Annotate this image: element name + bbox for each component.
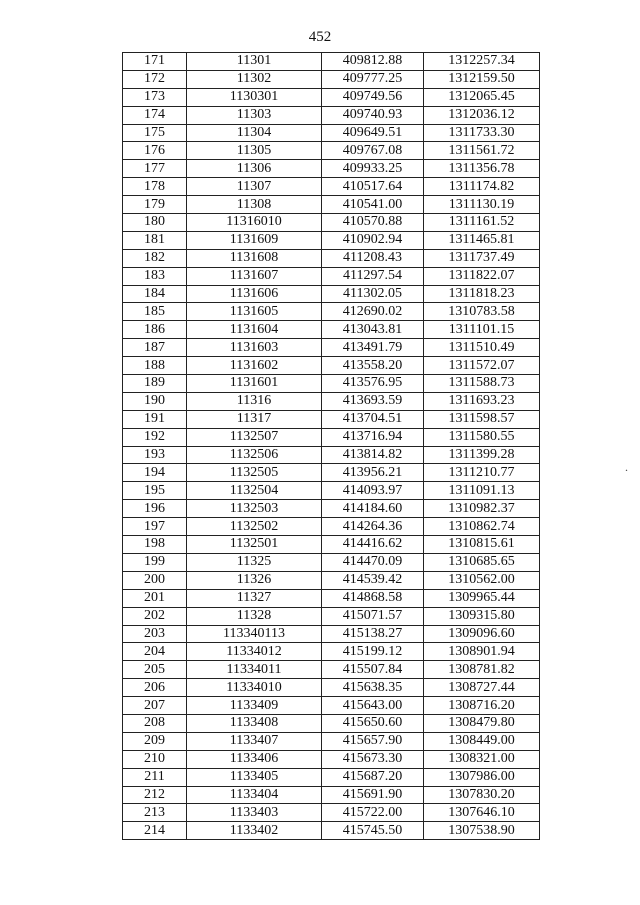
y-coordinate-cell: 1307646.10: [424, 804, 540, 822]
table-row: [123, 357, 540, 375]
y-coordinate-cell: 1308781.82: [424, 661, 540, 679]
point-id-cell: 1132503: [187, 500, 322, 518]
table-row: [123, 160, 540, 178]
y-coordinate-cell: 1311561.72: [424, 142, 540, 160]
x-coordinate-cell: 409767.08: [322, 142, 424, 160]
x-coordinate-cell: 409777.25: [322, 70, 424, 88]
point-id-cell: 11301: [187, 53, 322, 71]
y-coordinate-cell: 1308716.20: [424, 697, 540, 715]
x-coordinate-cell: 414539.42: [322, 571, 424, 589]
x-coordinate-cell: 414416.62: [322, 536, 424, 554]
point-id-cell: 1131601: [187, 375, 322, 393]
row-number-cell: 198: [123, 536, 187, 554]
point-id-cell: 11326: [187, 571, 322, 589]
x-coordinate-cell: 415687.20: [322, 768, 424, 786]
row-number-cell: 184: [123, 285, 187, 303]
row-number-cell: 210: [123, 750, 187, 768]
table-row: [123, 303, 540, 321]
row-number-cell: 193: [123, 446, 187, 464]
point-id-cell: 1133409: [187, 697, 322, 715]
coordinates-table: [122, 52, 540, 840]
row-number-cell: 214: [123, 822, 187, 840]
row-number-cell: 171: [123, 53, 187, 71]
point-id-cell: 1132501: [187, 536, 322, 554]
x-coordinate-cell: 415638.35: [322, 679, 424, 697]
point-id-cell: 11308: [187, 196, 322, 214]
table-row: [123, 106, 540, 124]
table-row: [123, 518, 540, 536]
row-number-cell: 172: [123, 70, 187, 88]
table-row: [123, 500, 540, 518]
table-row: [123, 804, 540, 822]
row-number-cell: 187: [123, 339, 187, 357]
x-coordinate-cell: 415643.00: [322, 697, 424, 715]
x-coordinate-cell: 413716.94: [322, 428, 424, 446]
point-id-cell: 1131605: [187, 303, 322, 321]
x-coordinate-cell: 409749.56: [322, 88, 424, 106]
table-row: [123, 178, 540, 196]
y-coordinate-cell: 1307830.20: [424, 786, 540, 804]
x-coordinate-cell: 415199.12: [322, 643, 424, 661]
table-row: [123, 768, 540, 786]
y-coordinate-cell: 1310982.37: [424, 500, 540, 518]
row-number-cell: 175: [123, 124, 187, 142]
point-id-cell: 11305: [187, 142, 322, 160]
point-id-cell: 1130301: [187, 88, 322, 106]
row-number-cell: 186: [123, 321, 187, 339]
y-coordinate-cell: 1311737.49: [424, 249, 540, 267]
y-coordinate-cell: 1308321.00: [424, 750, 540, 768]
y-coordinate-cell: 1311822.07: [424, 267, 540, 285]
x-coordinate-cell: 414470.09: [322, 553, 424, 571]
y-coordinate-cell: 1311598.57: [424, 410, 540, 428]
table-row: [123, 231, 540, 249]
row-number-cell: 188: [123, 357, 187, 375]
point-id-cell: 1131606: [187, 285, 322, 303]
y-coordinate-cell: 1309965.44: [424, 589, 540, 607]
row-number-cell: 176: [123, 142, 187, 160]
table-row: [123, 196, 540, 214]
x-coordinate-cell: 414264.36: [322, 518, 424, 536]
table-row: [123, 267, 540, 285]
x-coordinate-cell: 410902.94: [322, 231, 424, 249]
row-number-cell: 211: [123, 768, 187, 786]
point-id-cell: 11316: [187, 392, 322, 410]
y-coordinate-cell: 1310685.65: [424, 553, 540, 571]
point-id-cell: 1131602: [187, 357, 322, 375]
table-row: [123, 822, 540, 840]
y-coordinate-cell: 1311510.49: [424, 339, 540, 357]
point-id-cell: 1132506: [187, 446, 322, 464]
x-coordinate-cell: 415673.30: [322, 750, 424, 768]
y-coordinate-cell: 1311174.82: [424, 178, 540, 196]
y-coordinate-cell: 1309096.60: [424, 625, 540, 643]
table-body: [123, 53, 540, 840]
row-number-cell: 208: [123, 714, 187, 732]
y-coordinate-cell: 1310783.58: [424, 303, 540, 321]
row-number-cell: 174: [123, 106, 187, 124]
point-id-cell: 11334012: [187, 643, 322, 661]
point-id-cell: 1133408: [187, 714, 322, 732]
table-row: [123, 732, 540, 750]
point-id-cell: 11304: [187, 124, 322, 142]
x-coordinate-cell: 415138.27: [322, 625, 424, 643]
row-number-cell: 213: [123, 804, 187, 822]
point-id-cell: 11327: [187, 589, 322, 607]
y-coordinate-cell: 1312257.34: [424, 53, 540, 71]
table-row: [123, 321, 540, 339]
point-id-cell: 11316010: [187, 214, 322, 232]
row-number-cell: 173: [123, 88, 187, 106]
point-id-cell: 113340113: [187, 625, 322, 643]
point-id-cell: 1132504: [187, 482, 322, 500]
row-number-cell: 194: [123, 464, 187, 482]
y-coordinate-cell: 1310862.74: [424, 518, 540, 536]
y-coordinate-cell: 1311588.73: [424, 375, 540, 393]
y-coordinate-cell: 1312065.45: [424, 88, 540, 106]
row-number-cell: 189: [123, 375, 187, 393]
x-coordinate-cell: 413043.81: [322, 321, 424, 339]
y-coordinate-cell: 1311580.55: [424, 428, 540, 446]
table-row: [123, 786, 540, 804]
y-coordinate-cell: 1308449.00: [424, 732, 540, 750]
x-coordinate-cell: 413956.21: [322, 464, 424, 482]
x-coordinate-cell: 413704.51: [322, 410, 424, 428]
y-coordinate-cell: 1311693.23: [424, 392, 540, 410]
x-coordinate-cell: 413558.20: [322, 357, 424, 375]
row-number-cell: 204: [123, 643, 187, 661]
x-coordinate-cell: 414093.97: [322, 482, 424, 500]
x-coordinate-cell: 415650.60: [322, 714, 424, 732]
point-id-cell: 1133406: [187, 750, 322, 768]
table-row: [123, 392, 540, 410]
row-number-cell: 209: [123, 732, 187, 750]
row-number-cell: 202: [123, 607, 187, 625]
y-coordinate-cell: 1311818.23: [424, 285, 540, 303]
table-row: [123, 249, 540, 267]
x-coordinate-cell: 415071.57: [322, 607, 424, 625]
table-row: [123, 124, 540, 142]
table-row: [123, 643, 540, 661]
row-number-cell: 201: [123, 589, 187, 607]
margin-mark: .: [625, 460, 628, 474]
x-coordinate-cell: 413814.82: [322, 446, 424, 464]
row-number-cell: 195: [123, 482, 187, 500]
point-id-cell: 1133403: [187, 804, 322, 822]
point-id-cell: 1132507: [187, 428, 322, 446]
row-number-cell: 180: [123, 214, 187, 232]
x-coordinate-cell: 410570.88: [322, 214, 424, 232]
y-coordinate-cell: 1307538.90: [424, 822, 540, 840]
y-coordinate-cell: 1308901.94: [424, 643, 540, 661]
x-coordinate-cell: 415507.84: [322, 661, 424, 679]
point-id-cell: 11334011: [187, 661, 322, 679]
table-row: [123, 285, 540, 303]
y-coordinate-cell: 1311399.28: [424, 446, 540, 464]
point-id-cell: 1133402: [187, 822, 322, 840]
y-coordinate-cell: 1308479.80: [424, 714, 540, 732]
table-row: [123, 714, 540, 732]
x-coordinate-cell: 414184.60: [322, 500, 424, 518]
point-id-cell: 11334010: [187, 679, 322, 697]
point-id-cell: 1131609: [187, 231, 322, 249]
x-coordinate-cell: 409740.93: [322, 106, 424, 124]
table-row: [123, 339, 540, 357]
x-coordinate-cell: 413491.79: [322, 339, 424, 357]
x-coordinate-cell: 410517.64: [322, 178, 424, 196]
y-coordinate-cell: 1310562.00: [424, 571, 540, 589]
row-number-cell: 182: [123, 249, 187, 267]
y-coordinate-cell: 1311210.77: [424, 464, 540, 482]
x-coordinate-cell: 415691.90: [322, 786, 424, 804]
point-id-cell: 1131603: [187, 339, 322, 357]
row-number-cell: 177: [123, 160, 187, 178]
x-coordinate-cell: 411297.54: [322, 267, 424, 285]
point-id-cell: 1133405: [187, 768, 322, 786]
table-row: [123, 482, 540, 500]
point-id-cell: 11325: [187, 553, 322, 571]
table-row: [123, 750, 540, 768]
table-row: [123, 625, 540, 643]
y-coordinate-cell: 1311465.81: [424, 231, 540, 249]
x-coordinate-cell: 415657.90: [322, 732, 424, 750]
table-row: [123, 142, 540, 160]
point-id-cell: 1131607: [187, 267, 322, 285]
table-row: [123, 553, 540, 571]
point-id-cell: 1131608: [187, 249, 322, 267]
point-id-cell: 11303: [187, 106, 322, 124]
row-number-cell: 196: [123, 500, 187, 518]
point-id-cell: 1133404: [187, 786, 322, 804]
row-number-cell: 199: [123, 553, 187, 571]
row-number-cell: 192: [123, 428, 187, 446]
y-coordinate-cell: 1311130.19: [424, 196, 540, 214]
table-row: [123, 589, 540, 607]
y-coordinate-cell: 1308727.44: [424, 679, 540, 697]
row-number-cell: 197: [123, 518, 187, 536]
point-id-cell: 1132502: [187, 518, 322, 536]
table-row: [123, 428, 540, 446]
row-number-cell: 185: [123, 303, 187, 321]
y-coordinate-cell: 1310815.61: [424, 536, 540, 554]
point-id-cell: 11307: [187, 178, 322, 196]
x-coordinate-cell: 409649.51: [322, 124, 424, 142]
table-row: [123, 571, 540, 589]
row-number-cell: 205: [123, 661, 187, 679]
x-coordinate-cell: 411208.43: [322, 249, 424, 267]
y-coordinate-cell: 1312159.50: [424, 70, 540, 88]
table-row: [123, 536, 540, 554]
table-row: [123, 53, 540, 71]
table-row: [123, 214, 540, 232]
x-coordinate-cell: 411302.05: [322, 285, 424, 303]
table-row: [123, 88, 540, 106]
row-number-cell: 191: [123, 410, 187, 428]
table-row: [123, 464, 540, 482]
x-coordinate-cell: 409812.88: [322, 53, 424, 71]
point-id-cell: 1131604: [187, 321, 322, 339]
y-coordinate-cell: 1312036.12: [424, 106, 540, 124]
x-coordinate-cell: 410541.00: [322, 196, 424, 214]
table-row: [123, 410, 540, 428]
page-number: 452: [308, 29, 332, 45]
table-row: [123, 70, 540, 88]
point-id-cell: 1133407: [187, 732, 322, 750]
row-number-cell: 190: [123, 392, 187, 410]
table-row: [123, 375, 540, 393]
y-coordinate-cell: 1311091.13: [424, 482, 540, 500]
table-row: [123, 661, 540, 679]
x-coordinate-cell: 409933.25: [322, 160, 424, 178]
row-number-cell: 203: [123, 625, 187, 643]
y-coordinate-cell: 1311572.07: [424, 357, 540, 375]
row-number-cell: 206: [123, 679, 187, 697]
point-id-cell: 11328: [187, 607, 322, 625]
x-coordinate-cell: 415722.00: [322, 804, 424, 822]
point-id-cell: 11302: [187, 70, 322, 88]
row-number-cell: 178: [123, 178, 187, 196]
row-number-cell: 181: [123, 231, 187, 249]
y-coordinate-cell: 1311161.52: [424, 214, 540, 232]
x-coordinate-cell: 414868.58: [322, 589, 424, 607]
y-coordinate-cell: 1311356.78: [424, 160, 540, 178]
table-row: [123, 446, 540, 464]
x-coordinate-cell: 415745.50: [322, 822, 424, 840]
row-number-cell: 212: [123, 786, 187, 804]
y-coordinate-cell: 1309315.80: [424, 607, 540, 625]
table-row: [123, 697, 540, 715]
point-id-cell: 1132505: [187, 464, 322, 482]
row-number-cell: 200: [123, 571, 187, 589]
row-number-cell: 179: [123, 196, 187, 214]
table-row: [123, 679, 540, 697]
y-coordinate-cell: 1311733.30: [424, 124, 540, 142]
x-coordinate-cell: 412690.02: [322, 303, 424, 321]
table-row: [123, 607, 540, 625]
row-number-cell: 207: [123, 697, 187, 715]
y-coordinate-cell: 1311101.15: [424, 321, 540, 339]
x-coordinate-cell: 413576.95: [322, 375, 424, 393]
row-number-cell: 183: [123, 267, 187, 285]
y-coordinate-cell: 1307986.00: [424, 768, 540, 786]
x-coordinate-cell: 413693.59: [322, 392, 424, 410]
point-id-cell: 11317: [187, 410, 322, 428]
point-id-cell: 11306: [187, 160, 322, 178]
